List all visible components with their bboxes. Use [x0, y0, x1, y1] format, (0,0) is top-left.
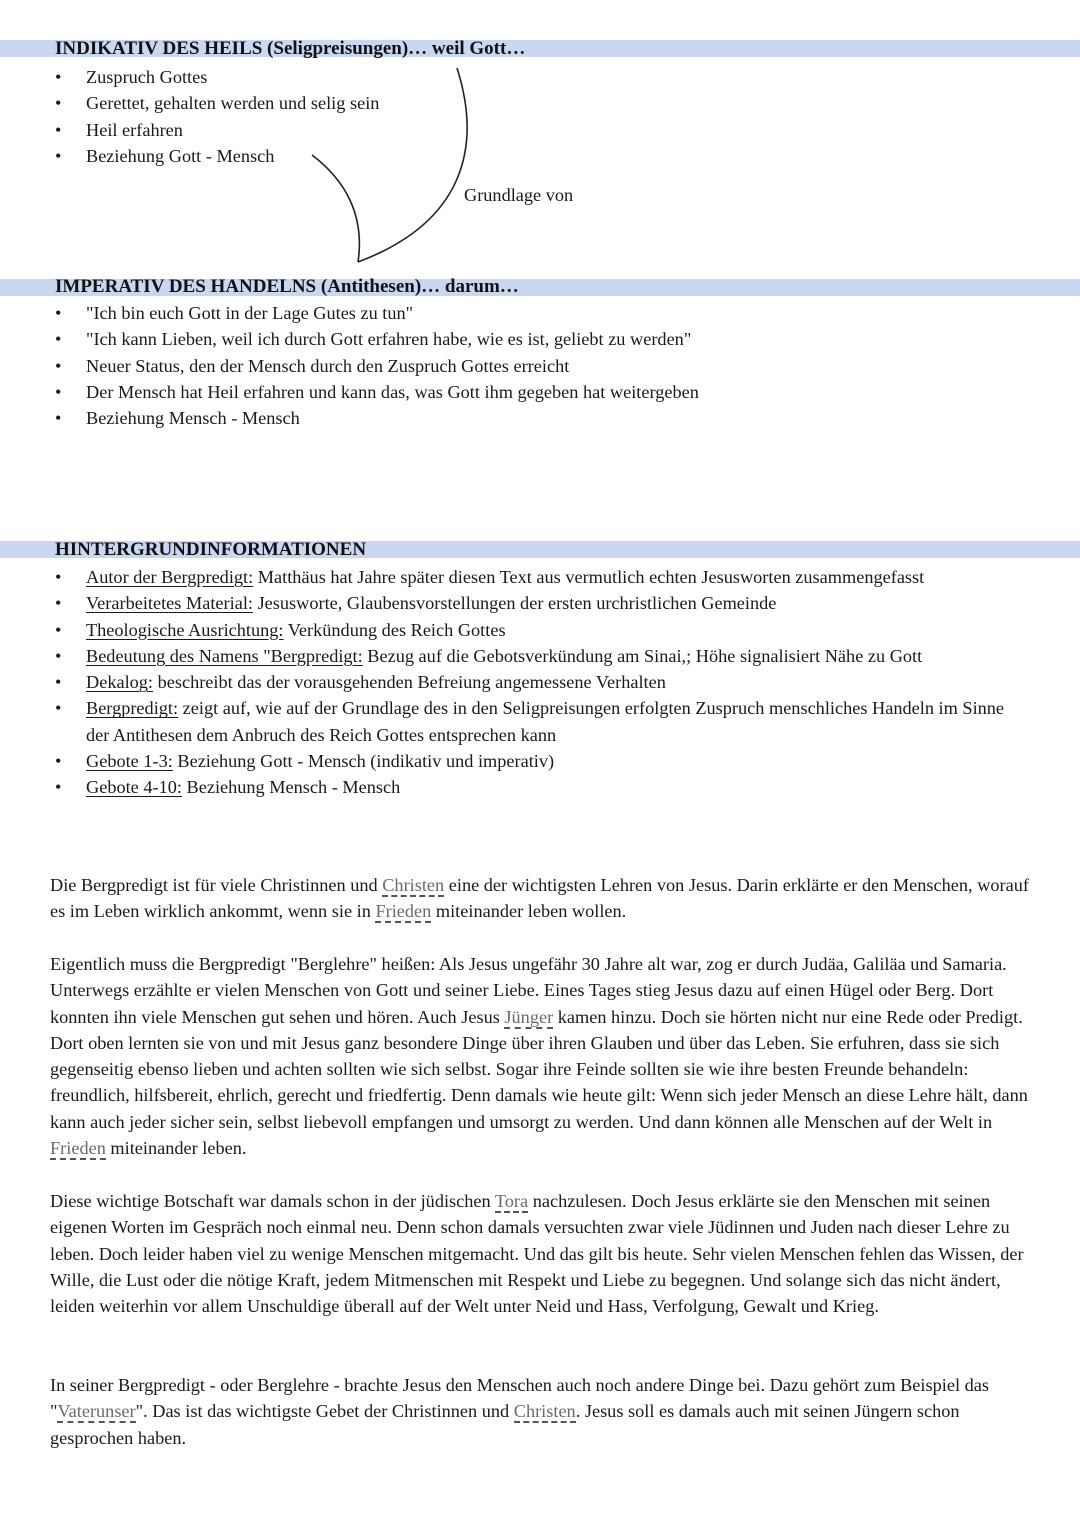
glossary-link-frieden[interactable]: Frieden	[50, 1138, 106, 1159]
list-item	[55, 748, 1026, 774]
glossary-link-christen[interactable]: Christen	[513, 1401, 576, 1422]
hintergrund-heading: HINTERGRUNDINFORMATIONEN	[55, 539, 367, 560]
hintergrund-list	[55, 564, 1026, 801]
list-item	[55, 617, 1026, 643]
imperativ-list	[55, 300, 699, 431]
list-item: • Heil erfahren	[55, 117, 379, 143]
glossary-link-christen[interactable]: Christen	[382, 875, 445, 895]
term-text: Jesusworte, Glaubensvorstellungen der ersten urchristlichen Gemeinde	[253, 593, 777, 614]
list-item: • Beziehung Gott - Mensch	[55, 143, 379, 169]
list-item: • "Ich kann Lieben, weil ich durch Gott erfahren habe, wie es ist, geliebt zu werden"	[55, 326, 699, 352]
term-text: beschreibt das der vorausgehenden Befreiung angemessene Verhalten	[153, 672, 666, 693]
curved-arrow	[0, 0, 1080, 300]
list-item	[55, 590, 1026, 616]
list-item	[55, 643, 1026, 669]
indikativ-heading: INDIKATIV DES HEILS (Seligpreisungen)… weil Gott…	[55, 38, 526, 59]
paragraph-intro: Die Bergpredigt ist für viele Christinnen und Christen eine der wichtigsten Lehren von Jesus. Darin erklärte er den Menschen, worauf es im Leben wirklich ankommt, wenn sie in Frieden miteinander leben wollen.	[50, 875, 1029, 922]
glossary-link-frieden[interactable]: Frieden	[375, 901, 432, 922]
term-label: Theologische Ausrichtung:	[86, 619, 284, 640]
list-item: • Gerettet, gehalten werden und selig sein	[55, 90, 379, 116]
list-item	[55, 695, 1026, 748]
glossary-link-juenger[interactable]: Jünger	[504, 1006, 554, 1027]
term-label: Autor der Bergpredigt:	[86, 567, 254, 587]
term-label: Dekalog:	[86, 672, 154, 693]
term-label: Bergpredigt:	[86, 698, 179, 719]
list-item: • Beziehung Mensch - Mensch	[55, 405, 699, 431]
list-item	[55, 564, 1026, 590]
term-text: Beziehung Mensch - Mensch	[181, 777, 401, 798]
list-item: • "Ich bin euch Gott in der Lage Gutes zu tun"	[55, 300, 699, 326]
paragraph-tora: Diese wichtige Botschaft war damals schon in der jüdischen Tora nachzulesen. Doch Jesus erklärte sie den Menschen mit seinen eigenen Worten im Gespräch noch einmal neu. Denn schon damals versuchten zwar viele Jüdinnen und Juden nach dieser Lehre zu leben. Doch leider haben viel zu wenige Menschen mitgemacht. Und das gilt bis heute. Sehr vielen Menschen fehlen das Wissen, der Wille, die Lust oder die nötige Kraft, jedem Mitmenschen mit Respekt und Liebe zu begegnen. Und solange sich das nicht ändert, leiden weiterhin vor allem Unschuldige überall auf der Welt unter Neid und Hass, Verfolgung, Gewalt und Krieg.	[50, 1191, 1024, 1317]
list-item	[55, 774, 1026, 800]
term-text: Beziehung Gott - Mensch (indikativ und imperativ)	[172, 751, 555, 772]
term-text: zeigt auf, wie auf der Grundlage des in den Seligpreisungen erfolgten Zuspruch menschliches Handeln im Sinne der Antithesen dem Anbruch des Reich Gottes entsprechen kann	[86, 698, 1005, 745]
term-label: Bedeutung des Namens "Bergpredigt:	[86, 645, 363, 666]
term-label: Gebote 4-10:	[86, 777, 182, 798]
term-text: Bezug auf die Gebotsverkündung am Sinai,; Höhe signalisiert Nähe zu Gott	[362, 645, 923, 666]
term-text: Verkündung des Reich Gottes	[283, 619, 506, 640]
term-label: Verarbeitetes Material:	[86, 593, 253, 614]
glossary-link-vaterunser[interactable]: Vaterunser	[57, 1401, 136, 1422]
glossary-link-tora[interactable]: Tora	[494, 1191, 529, 1211]
imperativ-heading: IMPERATIV DES HANDELNS (Antithesen)… darum…	[55, 276, 519, 297]
arrow-label: Grundlage von	[464, 185, 574, 205]
list-item: • Neuer Status, den der Mensch durch den Zuspruch Gottes erreicht	[55, 353, 699, 379]
list-item	[55, 669, 1026, 695]
term-label: Gebote 1-3:	[86, 751, 173, 772]
list-item: • Zuspruch Gottes	[55, 64, 379, 90]
paragraph-berglehre: Eigentlich muss die Bergpredigt "Berglehre" heißen: Als Jesus ungefähr 30 Jahre alt war, zog er durch Judäa, Galiläa und Samaria. Unterwegs erzählte er vielen Menschen von Gott und seiner Liebe. Eines Tages stieg Jesus dazu auf einen Hügel oder Berg. Dort konnten ihn viele Menschen gut sehen und hören. Auch Jesus Jünger kamen hinzu. Doch sie hörten nicht nur eine Rede oder Predigt. Dort oben lernten sie von und mit Jesus ganz besondere Dinge über ihren Glauben und über das Leben. Sie erfuhren, dass sie sich gegenseitig ebenso lieben und achten sollten wie sich selbst. Sogar ihre Feinde sollten sie wie ihre besten Freunde behandeln: freundlich, hilfsbereit, ehrlich, gerecht und friedfertig. Denn damals wie heute gilt: Wenn sich jeder Mensch an diese Lehre hält, dann kann auch jeder sicher sein, selbst liebevoll empfangen und umsorgt zu werden. Und dann können alle Menschen auf der Welt in Frieden miteinander leben.	[50, 954, 1028, 1159]
term-text: Matthäus hat Jahre später diesen Text aus vermutlich echten Jesusworten zusammengefasst	[253, 567, 925, 587]
paragraph-vaterunser: In seiner Bergpredigt - oder Berglehre - brachte Jesus den Menschen auch noch andere Dinge bei. Dazu gehört zum Beispiel das "Vaterunser". Das ist das wichtigste Gebet der Christinnen und Christen. Jesus soll es damals auch mit seinen Jüngern schon gesprochen haben.	[50, 1375, 989, 1448]
list-item: • Der Mensch hat Heil erfahren und kann das, was Gott ihm gegeben hat weitergeben	[55, 379, 699, 405]
